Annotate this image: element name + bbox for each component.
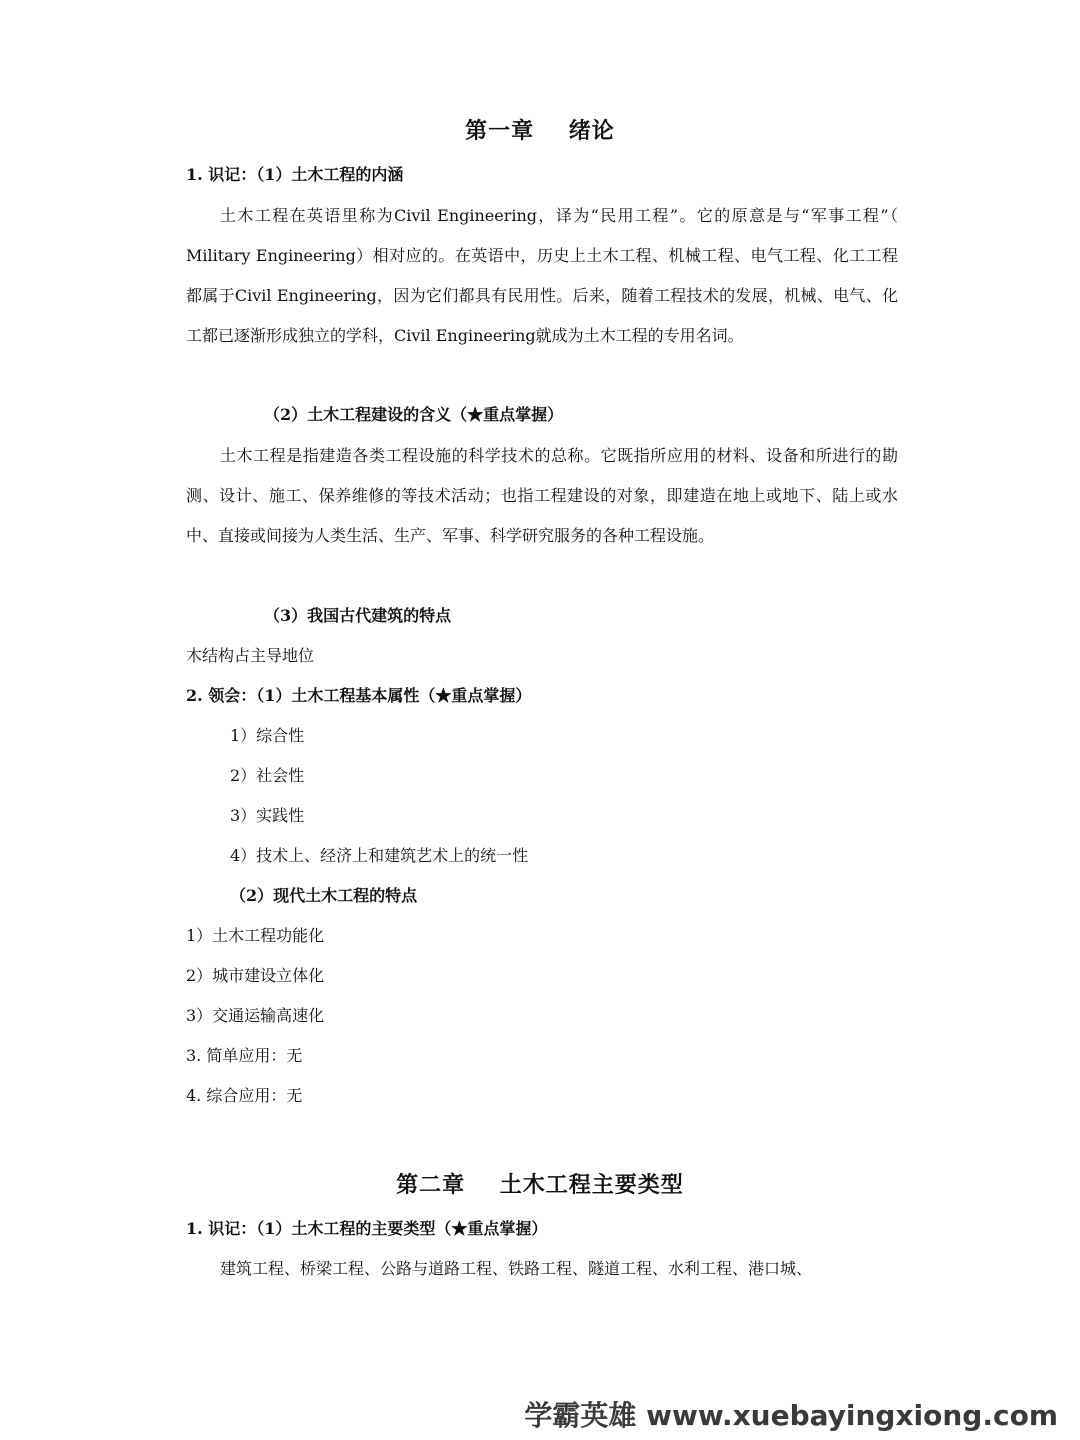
chapter-2-title: 第二章 土木工程主要类型 (396, 1172, 684, 1198)
ch1-modern-feature-item: 1）土木工程功能化 (186, 926, 325, 945)
ch1-section-3-text: 3. 简单应用：无 (186, 1046, 303, 1065)
ch1-modern-feature-item: 2）城市建设立体化 (186, 966, 325, 985)
ch1-section-2-item: 3）实践性 (230, 806, 305, 825)
ch1-section-2-subheading: （2）现代土木工程的特点 (230, 886, 418, 905)
ch1-modern-feature-item: 3）交通运输高速化 (186, 1006, 325, 1025)
chapter-1-title: 第一章 绪论 (465, 118, 615, 144)
ch1-subsection-3-text: 木结构占主导地位 (186, 646, 315, 665)
ch1-section-2-item: 1）综合性 (230, 726, 305, 745)
site-watermark: 学霸英雄 www.xuebayingxiong.com (524, 1399, 1058, 1432)
ch1-subsection-2-paragraph: 土木工程是指建造各类工程设施的科学技术的总称。它既指所应用的材料、设备和所进行的勘测、设计、施工、保养维修的等技术活动；也指工程建设的对象，即建造在地上或地下、陆上或水中、直接或间接为人类生活、生产、军事、科学研究服务的各种工程设施。 (186, 446, 898, 545)
ch1-subsection-2-heading: （2）土木工程建设的含义（★重点掌握） (264, 405, 564, 424)
ch1-section-2-item: 2）社会性 (230, 766, 305, 785)
ch1-subsection-3-heading: （3）我国古代建筑的特点 (264, 606, 452, 625)
ch1-section-1-paragraph: 土木工程在英语里称为Civil Engineering，译为“民用工程”。它的原意是与“军事工程”（ Military Engineering）相对应的。在英语中，历史上土木工程、机械工程、电气工程、化工工程都属于Civil Engineering，因为它们都具有民用性。后来，随着工程技术的发展，机械、电气、化工都已逐渐形成独立的学科，Civil Engineering就成为土木工程的专用名词。 (186, 206, 898, 345)
ch1-section-1-heading: 1. 识记：（1）土木工程的内涵 (186, 165, 404, 184)
ch1-section-4-text: 4. 综合应用：无 (186, 1086, 303, 1105)
ch1-section-2-heading: 2. 领会：（1）土木工程基本属性（★重点掌握） (186, 686, 532, 705)
ch2-section-1-heading: 1. 识记：（1）土木工程的主要类型（★重点掌握） (186, 1219, 548, 1238)
ch2-section-1-paragraph: 建筑工程、桥梁工程、公路与道路工程、铁路工程、隧道工程、水利工程、港口城、 (220, 1259, 813, 1278)
ch1-section-2-item: 4）技术上、经济上和建筑艺术上的统一性 (230, 846, 529, 865)
